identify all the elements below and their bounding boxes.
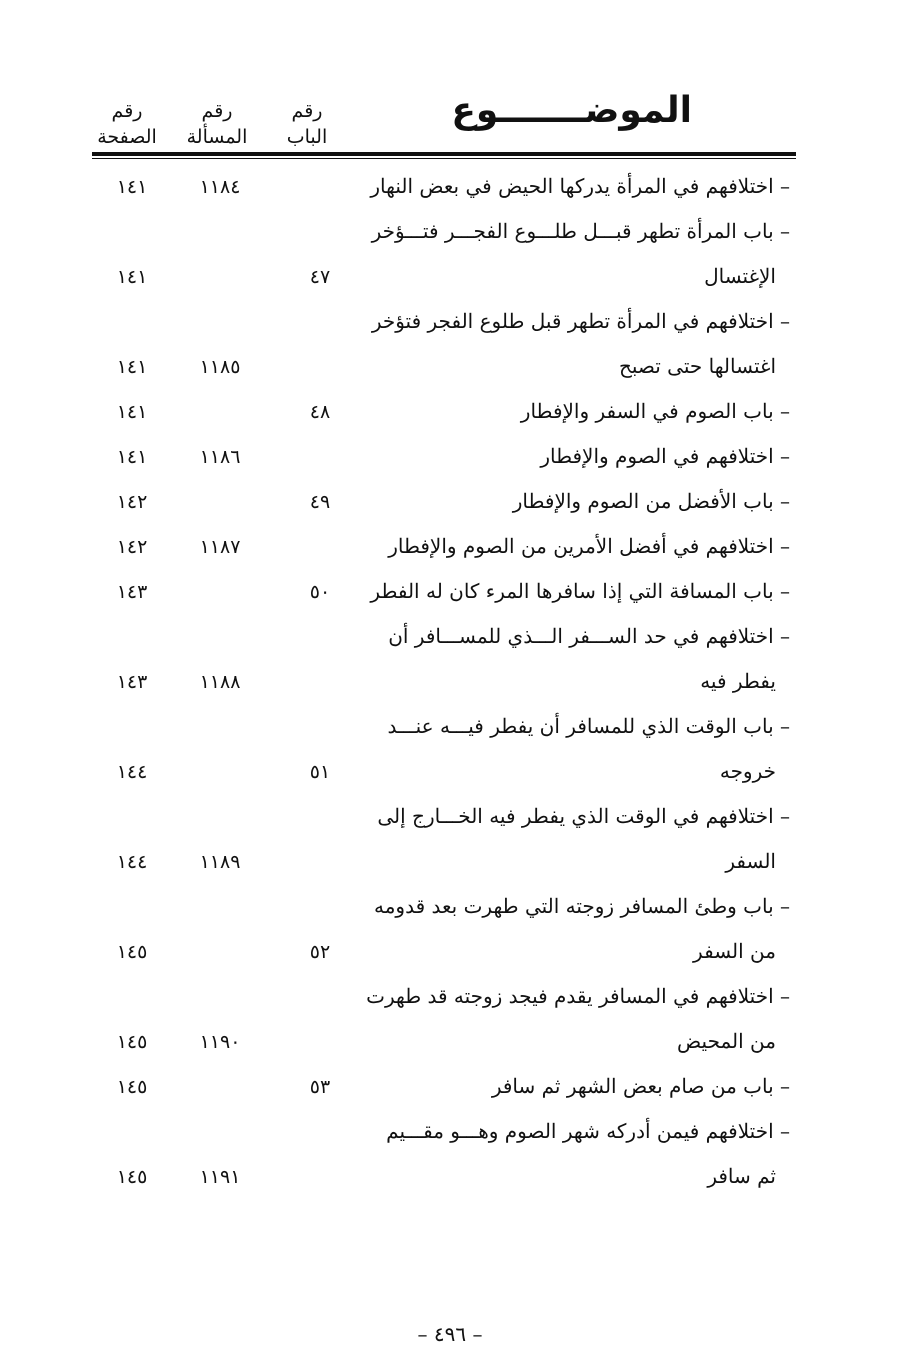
toc-entry-continuation: من المحيض [677,1029,776,1053]
toc-entry-title: – باب المسافة التي إذا سافرها المرء كان له الفطر [370,579,790,603]
toc-entry-continuation: اغتسالها حتى تصبح [618,354,776,378]
page-number-ref: ١٤٤ [116,851,148,873]
toc-entry [360,164,790,209]
header-page-number [82,98,172,150]
chapter-number: ٥٢ [309,941,331,963]
page-number-ref: ١٤٣ [116,671,148,693]
chapter-number: ٤٨ [309,401,331,423]
toc-entry-continuation: خروجه [719,759,776,783]
toc-entry [360,1064,790,1109]
chapter-number: ٤٩ [309,491,331,513]
page-number-ref: ١٤١ [116,266,148,288]
page-number-ref: ١٤١ [116,401,148,423]
page-number-ref: ١٤٢ [116,536,148,558]
toc-entry [360,569,790,614]
page-number-ref: ١٤٢ [116,491,148,513]
toc-entry-continuation: الإغتسال [704,264,776,288]
toc-entry-title: – اختلافهم في المرأة تطهر قبل طلوع الفجر فتؤخر [371,309,790,333]
toc-entry-title: – اختلافهم في المسافر يقدم فيجد زوجته قد طهرت [366,984,790,1008]
toc-entry-title: – اختلافهم في حد الســـفر الـــذي للمســـافر أن [388,624,790,648]
toc-entry-title: – اختلافهم في المرأة يدركها الحيض في بعض النهار [370,174,790,198]
page-number: – ٤٩٦ – [417,1322,483,1346]
toc-entry-title: – اختلافهم فيمن أدركه شهر الصوم وهـــو مقـــيم [386,1119,790,1143]
issue-number: ١١٩٠ [199,1031,241,1053]
issue-number: ١١٨٦ [199,446,241,468]
toc-entry-title: – اختلافهم في الصوم والإفطار [540,444,790,468]
toc-entry [360,524,790,569]
toc-entry [360,389,790,434]
issue-number: ١١٨٤ [199,176,241,198]
toc-entry-title: – باب من صام بعض الشهر ثم سافر [491,1074,790,1098]
issue-number: ١١٩١ [199,1166,241,1188]
page-number-ref: ١٤٥ [116,941,148,963]
page-number-ref: ١٤٣ [116,581,148,603]
header-page-line2: الصفحة [97,126,157,148]
header-rule-thin [92,158,796,159]
chapter-number: ٥٠ [309,581,331,603]
chapter-number: ٥٣ [309,1076,331,1098]
page-number-ref: ١٤١ [116,356,148,378]
chapter-number: ٤٧ [309,266,331,288]
toc-entry-title: – باب الوقت الذي للمسافر أن يفطر فيـــه عنـــد [387,714,790,738]
header-chapter-line2: الباب [286,126,328,148]
toc-entry-continuation: يفطر فيه [700,669,776,693]
issue-number: ١١٨٩ [199,851,241,873]
header-issue-line2: المسألة [186,126,248,148]
header-chapter-line1: رقم [291,100,323,122]
toc-entry-title: – اختلافهم في الوقت الذي يفطر فيه الخـــارج إلى [377,804,790,828]
header-rule-thick [92,152,796,156]
toc-entry [360,479,790,524]
toc-entry [360,884,790,974]
toc-entry [360,299,790,389]
header-issue-line1: رقم [201,100,233,122]
page-number-ref: ١٤٤ [116,761,148,783]
issue-number: ١١٨٨ [199,671,241,693]
toc-entry [360,974,790,1064]
issue-number: ١١٨٥ [199,356,241,378]
toc-entry [360,614,790,704]
toc-entry-continuation: ثم سافر [707,1164,776,1188]
toc-entry [360,434,790,479]
toc-entry-title: – باب الأفضل من الصوم والإفطار [512,489,790,513]
toc-entry-continuation: السفر [725,849,776,873]
header-chapter-number [262,98,352,150]
page-number-ref: ١٤٥ [116,1076,148,1098]
header-issue-number [172,98,262,150]
header-page-line1: رقم [111,100,143,122]
chapter-number: ٥١ [309,761,331,783]
issue-number: ١١٨٧ [199,536,241,558]
toc-entry [360,209,790,299]
page-number-ref: ١٤٥ [116,1031,148,1053]
toc-entry [360,1109,790,1199]
toc-entry [360,794,790,884]
toc-entry-title: – باب المرأة تطهر قبـــل طلـــوع الفجـــر فتـــؤخر [371,219,790,243]
toc-entry-title: – اختلافهم في أفضل الأمرين من الصوم والإفطار [388,534,790,558]
toc-entry [360,704,790,794]
page-number-ref: ١٤٥ [116,1166,148,1188]
toc-entry-title: – باب وطئ المسافر زوجته التي طهرت بعد قدومه [374,894,790,918]
page-title: الموضـــــــوع [451,90,692,131]
toc-entry-continuation: من السفر [693,939,776,963]
page-number-ref: ١٤١ [116,176,148,198]
toc-entry-title: – باب الصوم في السفر والإفطار [520,399,790,423]
page-number-ref: ١٤١ [116,446,148,468]
